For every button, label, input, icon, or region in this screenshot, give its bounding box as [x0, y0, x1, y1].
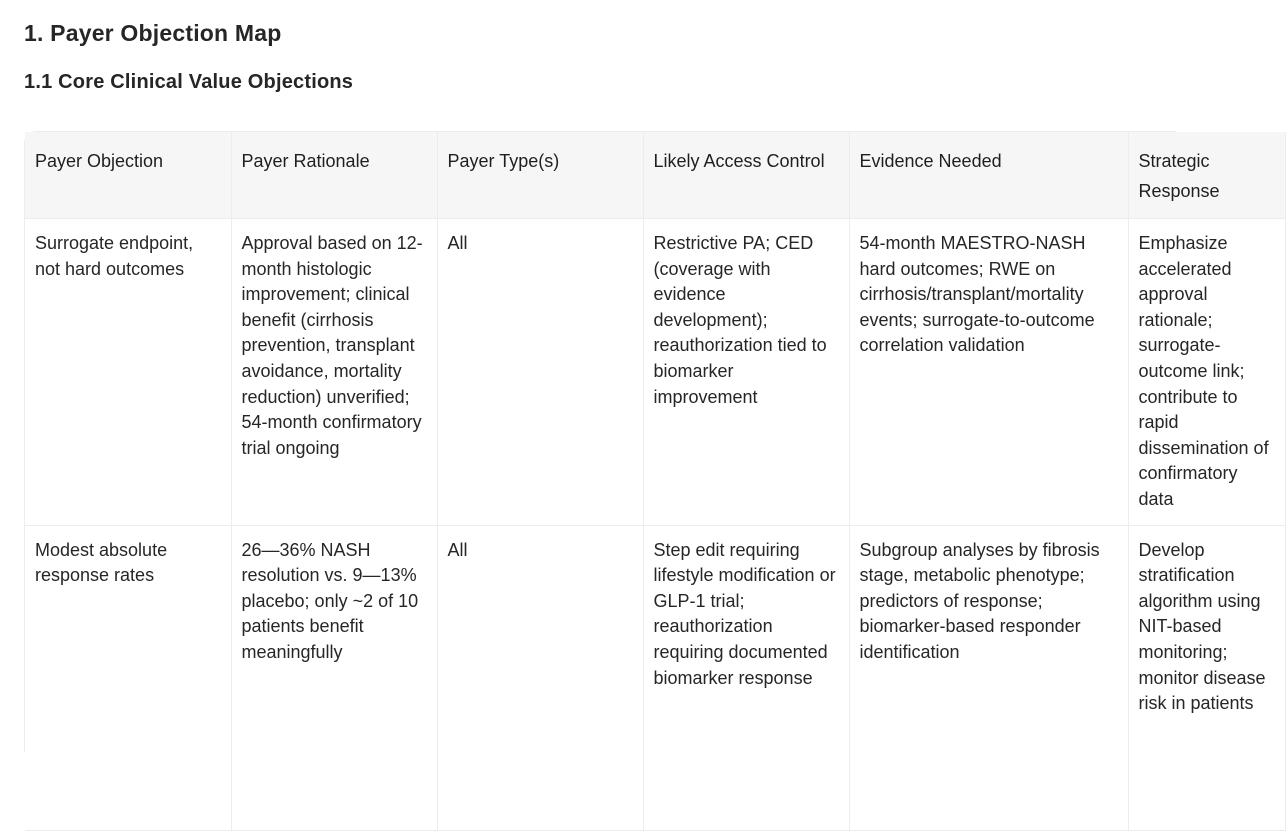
table-cell: Surrogate endpoint, not hard outcomes — [25, 219, 231, 526]
column-header-likely-access-control: Likely Access Control — [643, 132, 849, 219]
objection-table-container[interactable] — [24, 131, 1269, 752]
column-header-evidence-needed: Evidence Needed — [849, 132, 1128, 219]
page-title: 1. Payer Objection Map — [24, 20, 282, 46]
table-cell: Approval based on 12-month histologic improvement; clinical benefit (cirrhosis prevention, transplant avoidance, mortality reduction) unverified; 54-month confirmatory trial ongoing — [231, 219, 437, 526]
table-header-row — [25, 132, 1285, 219]
table-cell: Step edit requiring lifestyle modification or GLP-1 trial; reauthorization requiring documented biomarker response — [643, 525, 849, 830]
table-cell: Modest absolute response rates — [25, 525, 231, 830]
table-row — [25, 525, 1285, 830]
table-cell: 26—36% NASH resolution vs. 9—13% placebo; only ~2 of 10 patients benefit meaningfully — [231, 525, 437, 830]
section-subtitle: 1.1 Core Clinical Value Objections — [24, 71, 354, 93]
table-cell: Emphasize accelerated approval rationale; surrogate-outcome link; contribute to rapid dissemination of confirmatory data — [1128, 219, 1285, 526]
table-row — [25, 219, 1285, 526]
table-cell: Subgroup analyses by fibrosis stage, metabolic phenotype; predictors of response; biomarker-based responder identification — [849, 525, 1128, 830]
column-header-payer-objection: Payer Objection — [25, 132, 231, 219]
table-cell: Restrictive PA; CED (coverage with evidence development); reauthorization tied to biomarker improvement — [643, 219, 849, 526]
objection-table — [25, 132, 1286, 831]
table-cell: All — [437, 219, 643, 526]
table-cell: Develop stratification algorithm using NIT-based monitoring; monitor disease risk in patients — [1128, 525, 1285, 830]
table-cell: 54-month MAESTRO-NASH hard outcomes; RWE on cirrhosis/transplant/mortality events; surrogate-to-outcome correlation validation — [849, 219, 1128, 526]
column-header-payer-rationale: Payer Rationale — [231, 132, 437, 219]
column-header-payer-types: Payer Type(s) — [437, 132, 643, 219]
table-cell: All — [437, 525, 643, 830]
column-header-strategic-response: Strategic Response — [1128, 132, 1285, 219]
